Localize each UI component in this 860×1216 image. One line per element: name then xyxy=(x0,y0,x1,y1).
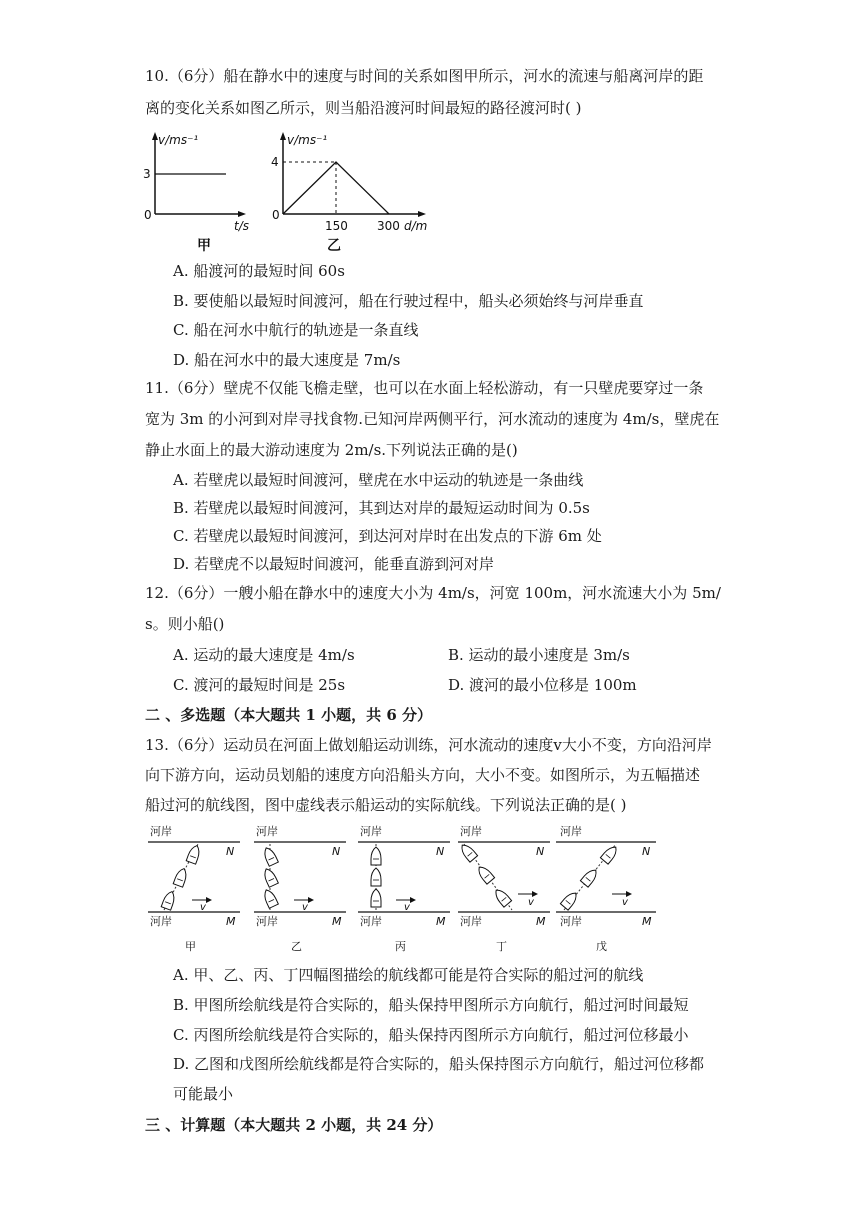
q11-option-b: B. 若壁虎以最短时间渡河，其到达对岸的最短运动时间为 0.5s xyxy=(173,499,590,517)
panel-yi xyxy=(254,824,346,953)
q12-option-d: D. 渡河的最小位移是 100m xyxy=(448,676,637,694)
yi-origin: 0 xyxy=(272,208,280,222)
panel-wu-m: M xyxy=(642,915,652,928)
q11-stem-line-1: 11.（6分）壁虎不仅能飞檐走壁，也可以在水面上轻松游动，有一只壁虎要穿过一条 xyxy=(145,379,704,397)
panel-ding xyxy=(458,824,550,953)
panel-ding-v: v xyxy=(528,897,534,908)
q13-stem-line-1: 13.（6分）运动员在河面上做划船运动训练，河水流动的速度v大小不变，方向沿河岸 xyxy=(145,736,712,754)
q12-option-c: C. 渡河的最短时间是 25s xyxy=(173,676,346,694)
q10-stem-line-2: 离的变化关系如图乙所示，则当船沿渡河时间最短的路径渡河时( ) xyxy=(145,99,582,117)
yi-xtick-150: 150 xyxy=(325,219,348,233)
q10-option-a: A. 船渡河的最短时间 60s xyxy=(173,262,345,280)
q11-option-d: D. 若壁虎不以最短时间渡河，能垂直游到河对岸 xyxy=(173,555,495,573)
q10-graphs xyxy=(140,126,440,256)
panel-wu-v: v xyxy=(622,897,628,908)
q13-stem-line-2: 向下游方向，运动员划船的速度方向沿船头方向，大小不变。如图所示，为五幅描述 xyxy=(145,766,701,784)
jia-xlabel: t/s xyxy=(234,219,249,233)
panel-yi-bottom-bank: 河岸 xyxy=(256,915,278,928)
panel-wu-top-bank: 河岸 xyxy=(560,825,582,838)
q11-stem-line-3: 静止水面上的最大游动速度为 2m/s.下列说法正确的是() xyxy=(145,441,518,459)
panel-yi-n: N xyxy=(332,845,341,858)
panel-ding-m: M xyxy=(536,915,546,928)
q10-option-b: B. 要使船以最短时间渡河，船在行驶过程中，船头必须始终与河岸垂直 xyxy=(173,292,644,310)
panel-ding-n: N xyxy=(536,845,545,858)
panel-jia-m: M xyxy=(226,915,236,928)
q10-option-c: C. 船在河水中航行的轨迹是一条直线 xyxy=(173,321,419,339)
jia-caption: 甲 xyxy=(197,238,211,254)
graph-yi xyxy=(271,132,427,254)
q10-stem-line-1: 10.（6分）船在静水中的速度与时间的关系如图甲所示，河水的流速与船离河岸的距 xyxy=(145,67,704,85)
section-multiple-choice-heading: 二 、多选题（本大题共 1 小题，共 6 分） xyxy=(145,706,432,724)
panel-jia-v: v xyxy=(200,902,206,913)
panel-ding-bottom-bank: 河岸 xyxy=(460,915,482,928)
panel-bing-bottom-bank: 河岸 xyxy=(360,915,382,928)
q13-option-b: B. 甲图所绘航线是符合实际的，船头保持甲图所示方向航行，船过河时间最短 xyxy=(173,996,689,1014)
panel-yi-top-bank: 河岸 xyxy=(256,825,278,838)
jia-ytick: 3 xyxy=(143,167,151,181)
q13-option-d-line-2: 可能最小 xyxy=(173,1085,234,1103)
jia-origin: 0 xyxy=(144,208,152,222)
yi-ytick: 4 xyxy=(271,155,279,169)
yi-xlabel: d/m xyxy=(404,219,428,233)
panel-bing-m: M xyxy=(436,915,446,928)
panel-jia-top-bank: 河岸 xyxy=(150,825,172,838)
q12-option-a: A. 运动的最大速度是 4m/s xyxy=(173,646,355,664)
panel-jia xyxy=(148,824,240,953)
panel-bing xyxy=(358,824,450,953)
q12-stem-line-1: 12.（6分）一艘小船在静水中的速度大小为 4m/s，河宽 100m，河水流速大小为 5m/ xyxy=(145,584,721,602)
panel-wu-bottom-bank: 河岸 xyxy=(560,915,582,928)
panel-bing-caption: 丙 xyxy=(395,940,406,953)
q13-stem-line-3: 船过河的航线图，图中虚线表示船运动的实际航线。下列说法正确的是( ) xyxy=(145,796,627,814)
q12-option-b: B. 运动的最小速度是 3m/s xyxy=(448,646,630,664)
panel-jia-n: N xyxy=(226,845,235,858)
panel-ding-caption: 丁 xyxy=(496,940,507,953)
panel-ding-top-bank: 河岸 xyxy=(460,825,482,838)
jia-ylabel: v/ms⁻¹ xyxy=(158,133,199,147)
yi-caption: 乙 xyxy=(327,238,341,254)
q13-boat-figure xyxy=(140,822,720,957)
panel-bing-top-bank: 河岸 xyxy=(360,825,382,838)
panel-yi-caption: 乙 xyxy=(291,940,302,953)
panel-wu xyxy=(556,824,656,953)
graph-jia xyxy=(143,132,249,254)
panel-yi-m: M xyxy=(332,915,342,928)
yi-xtick-300: 300 xyxy=(377,219,400,233)
q11-stem-line-2: 宽为 3m 的小河到对岸寻找食物.已知河岸两侧平行，河水流动的速度为 4m/s，壁虎在 xyxy=(145,410,720,428)
q11-option-c: C. 若壁虎以最短时间渡河，到达河对岸时在出发点的下游 6m 处 xyxy=(173,527,602,545)
q13-option-c: C. 丙图所绘航线是符合实际的，船头保持丙图所示方向航行，船过河位移最小 xyxy=(173,1026,689,1044)
panel-yi-v: v xyxy=(302,902,308,913)
panel-bing-v: v xyxy=(404,902,410,913)
q11-option-a: A. 若壁虎以最短时间渡河，壁虎在水中运动的轨迹是一条曲线 xyxy=(173,471,584,489)
panel-bing-n: N xyxy=(436,845,445,858)
panel-wu-caption: 戊 xyxy=(596,940,607,953)
panel-jia-caption: 甲 xyxy=(185,940,196,953)
yi-ylabel: v/ms⁻¹ xyxy=(287,133,328,147)
panel-jia-bottom-bank: 河岸 xyxy=(150,915,172,928)
q12-stem-line-2: s。则小船() xyxy=(145,615,225,633)
panel-wu-n: N xyxy=(642,845,651,858)
section-calculation-heading: 三 、计算题（本大题共 2 小题，共 24 分） xyxy=(145,1116,443,1134)
q10-option-d: D. 船在河水中的最大速度是 7m/s xyxy=(173,351,401,369)
q13-option-d-line-1: D. 乙图和戊图所绘航线都是符合实际的，船头保持图示方向航行，船过河位移都 xyxy=(173,1055,705,1073)
q13-option-a: A. 甲、乙、丙、丁四幅图描绘的航线都可能是符合实际的船过河的航线 xyxy=(173,966,644,984)
